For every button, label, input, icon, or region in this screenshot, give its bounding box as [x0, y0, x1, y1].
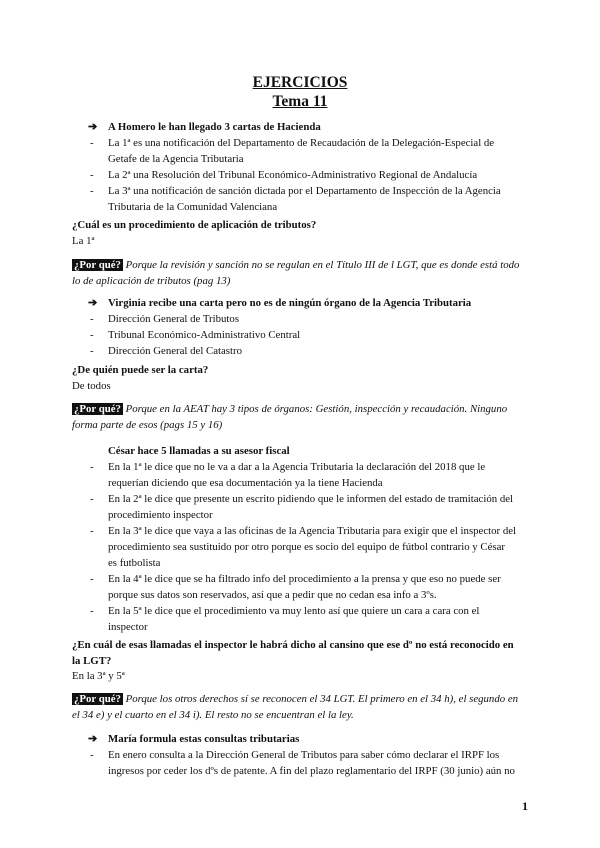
dash-bullet: -	[90, 313, 94, 325]
section-heading: María formula estas consultas tributarias	[108, 733, 300, 745]
answer: La 1ª	[72, 235, 95, 247]
list-item: inspector	[108, 621, 148, 633]
list-item: En la 2ª le dice que presente un escrito pidiendo que le informen del estado de tramitación del	[108, 493, 514, 505]
explanation	[72, 257, 519, 273]
section-heading: César hace 5 llamadas a su asesor fiscal	[108, 445, 290, 457]
question: ¿En cuál de esas llamadas el inspector le habrá dicho al cansino que ese dº no está reconocido en	[72, 639, 514, 651]
explanation	[72, 691, 518, 707]
dash-bullet: -	[90, 169, 94, 181]
list-item: procedimiento sea sustituido por otro porque es socio del equipo de fútbol contrario y César	[108, 541, 505, 553]
list-item: es futbolista	[108, 557, 161, 569]
explanation-text: lo de aplicación de tributos (pag 13)	[72, 275, 231, 287]
list-item: La 2ª una Resolución del Tribunal Económico-Administrativo Regional de Andalucía	[108, 169, 478, 181]
list-item: procedimiento inspector	[108, 509, 213, 521]
section-heading: A Homero le han llegado 3 cartas de Hacienda	[108, 121, 321, 133]
dash-bullet: -	[90, 493, 94, 505]
answer: De todos	[72, 380, 111, 392]
list-item: Tributaria de la Comunidad Valenciana	[108, 201, 278, 213]
list-item: Getafe de la Agencia Tributaria	[108, 153, 244, 165]
explanation	[72, 401, 507, 417]
dash-bullet: -	[90, 749, 94, 761]
explanation-text: el 34 e) y el cuarto en el 34 i). El resto no se encuentran el la ley.	[72, 709, 354, 721]
page-number: 1	[522, 799, 528, 813]
list-item: La 1ª es una notificación del Departamento de Recaudación de la Delegación-Especial de	[108, 137, 495, 149]
dash-bullet: -	[90, 137, 94, 149]
list-item: porque sus datos son reservados, así que a pedir que no cedan esa info a 3ºs.	[108, 589, 437, 601]
dash-bullet: -	[90, 573, 94, 585]
list-item: En la 4ª le dice que se ha filtrado info del procedimiento a la prensa y que eso no puede ser	[108, 573, 501, 585]
answer: En la 3ª y 5ª	[72, 670, 125, 682]
list-item: Dirección General de Tributos	[108, 313, 240, 325]
question: ¿De quién puede ser la carta?	[72, 364, 209, 376]
arrow-icon: ➔	[88, 733, 98, 745]
arrow-icon: ➔	[88, 121, 98, 133]
list-item: Tribunal Económico-Administrativo Central	[108, 329, 301, 341]
dash-bullet: -	[90, 329, 94, 341]
list-item: En la 5ª le dice que el procedimiento va muy lento así que quiere un cara a cara con el	[108, 605, 480, 617]
list-item: Dirección General del Catastro	[108, 345, 243, 357]
explanation-text: Porque en la AEAT hay 3 tipos de órganos: Gestión, inspección y recaudación. Ninguno	[125, 403, 508, 415]
section-heading: Virginia recibe una carta pero no es de ningún órgano de la Agencia Tributaria	[108, 297, 472, 309]
document-subtitle: Tema 11	[272, 93, 328, 110]
explanation-text: forma parte de esos (pags 15 y 16)	[72, 419, 223, 431]
dash-bullet: -	[90, 605, 94, 617]
question: la LGT?	[72, 655, 112, 667]
arrow-icon: ➔	[88, 297, 98, 309]
why-label: ¿Por qué?	[74, 403, 121, 415]
why-label: ¿Por qué?	[74, 259, 121, 271]
dash-bullet: -	[90, 525, 94, 537]
list-item: requerían diciendo que esa documentación ya la tiene Hacienda	[108, 477, 383, 489]
dash-bullet: -	[90, 185, 94, 197]
explanation-text: Porque la revisión y sanción no se regulan en el Título III de l LGT, que es donde está todo	[125, 259, 520, 271]
list-item: En la 1ª le dice que no le va a dar a la Agencia Tributaria la declaración del 2018 que le	[108, 461, 486, 473]
dash-bullet: -	[90, 345, 94, 357]
why-label: ¿Por qué?	[74, 693, 121, 705]
list-item: La 3ª una notificación de sanción dictada por el Departamento de Inspección de la Agencia	[108, 185, 501, 197]
explanation-text: Porque los otros derechos sí se reconocen el 34 LGT. El primero en el 34 h), el segundo en	[125, 693, 519, 705]
question: ¿Cuál es un procedimiento de aplicación de tributos?	[72, 219, 317, 231]
list-item: ingresos por ceder los dºs de patente. A fin del plazo reglamentario del IRPF (30 junio) aún no	[108, 765, 515, 777]
list-item: En enero consulta a la Dirección General de Tributos para saber cómo declarar el IRPF los	[108, 749, 500, 761]
document-title: EJERCICIOS	[252, 74, 348, 91]
dash-bullet: -	[90, 461, 94, 473]
list-item: En la 3ª le dice que vaya a las oficinas de la Agencia Tributaria para exigir que el inspector del	[108, 525, 517, 537]
